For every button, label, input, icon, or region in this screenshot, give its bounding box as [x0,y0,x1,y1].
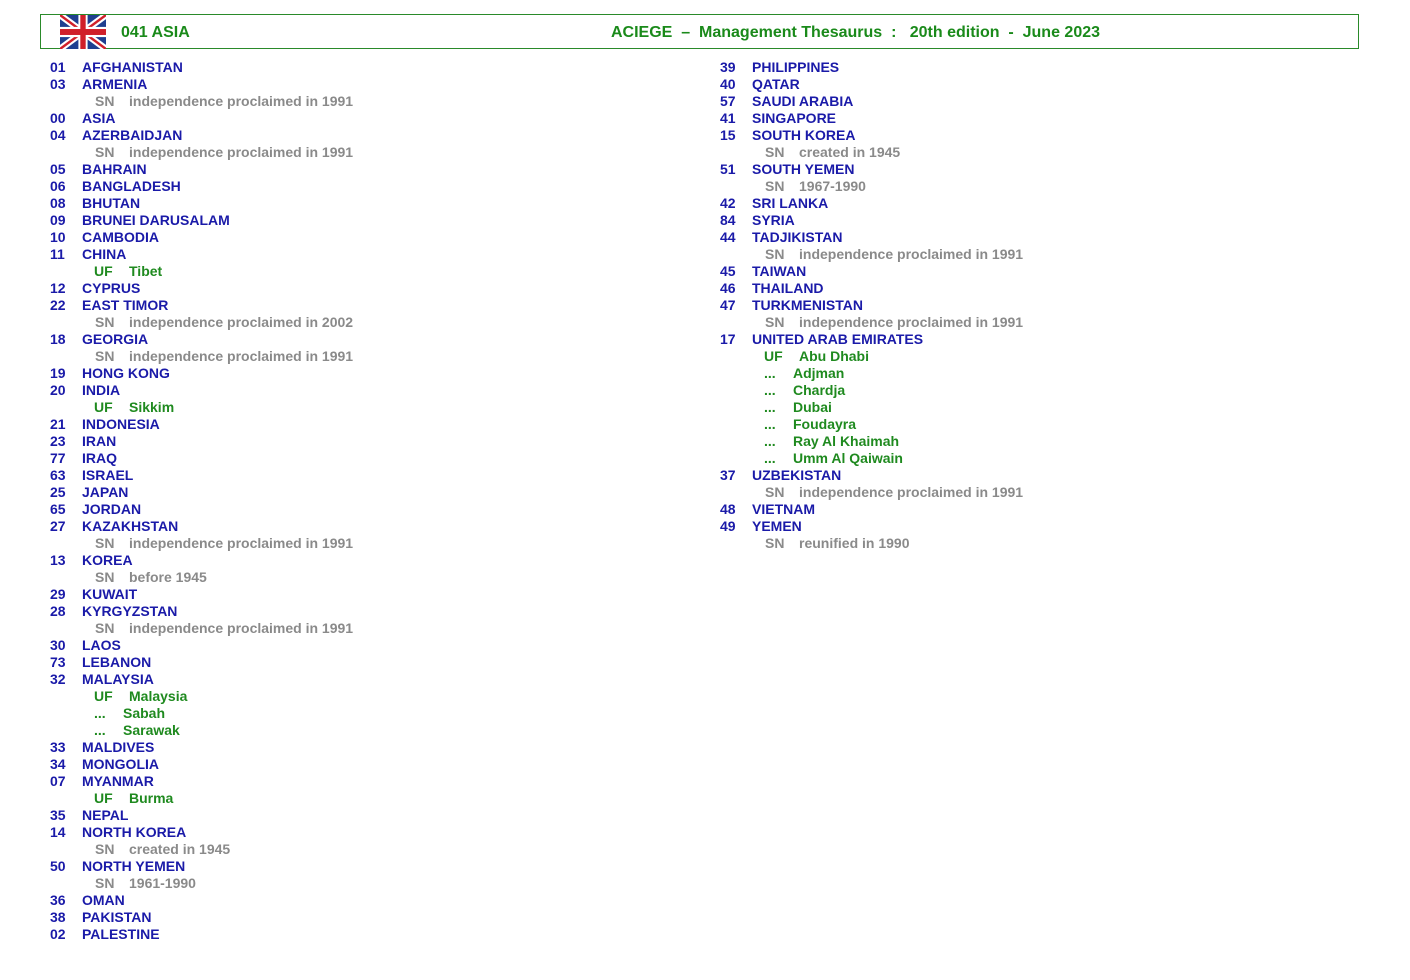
entry-term: PAKISTAN [82,909,152,925]
entry-code: 49 [720,518,736,534]
entry-code: 73 [50,654,66,670]
entry-code: 29 [50,586,66,602]
scope-note-text: reunified in 1990 [799,535,910,551]
used-for-continuation-tag: ... [764,382,776,398]
entry-term: OMAN [82,892,125,908]
used-for-tag: UF [94,790,113,806]
entry-term: VIETNAM [752,501,815,517]
scope-note-text: independence proclaimed in 1991 [799,484,1024,500]
entry-code: 07 [50,773,66,789]
entry-code: 18 [50,331,66,347]
scope-note-tag: SN [765,178,785,194]
entry-term: UZBEKISTAN [752,467,842,483]
entry-term: SINGAPORE [752,110,837,126]
entry-code: 17 [720,331,736,347]
entry-term: NORTH KOREA [82,824,187,840]
used-for-continuation-text: Foudayra [793,416,857,432]
used-for-continuation-tag: ... [764,416,776,432]
entry-term: BHUTAN [82,195,141,211]
used-for-continuation-tag: ... [764,433,776,449]
entry-code: 09 [50,212,66,228]
entry-term: ISRAEL [82,467,134,483]
used-for-continuation-text: Umm Al Qaiwain [793,450,903,466]
entry-term: KYRGYZSTAN [82,603,178,619]
used-for-continuation-tag: ... [764,450,776,466]
entry-code: 22 [50,297,66,313]
entry-term: GEORGIA [82,331,149,347]
entry-code: 30 [50,637,66,653]
entry-term: ASIA [82,110,116,126]
entry-code: 10 [50,229,66,245]
entry-term: LEBANON [82,654,152,670]
entry-code: 03 [50,76,66,92]
scope-note-text: before 1945 [129,569,207,585]
entry-code: 33 [50,739,66,755]
scope-note-text: independence proclaimed in 1991 [799,314,1024,330]
scope-note-tag: SN [765,314,785,330]
entry-code: 48 [720,501,736,517]
used-for-continuation-tag: ... [94,722,106,738]
entry-code: 44 [720,229,736,245]
entry-code: 47 [720,297,736,313]
used-for-continuation-tag: ... [764,365,776,381]
entry-code: 65 [50,501,66,517]
entry-code: 05 [50,161,66,177]
entry-code: 19 [50,365,66,381]
used-for-continuation-text: Dubai [793,399,832,415]
used-for-continuation-text: Chardja [793,382,846,398]
entry-term: MALAYSIA [82,671,154,687]
used-for-tag: UF [94,688,113,704]
entry-code: 02 [50,926,66,942]
entry-code: 27 [50,518,66,534]
entry-term: SYRIA [752,212,795,228]
entry-code: 63 [50,467,66,483]
scope-note-tag: SN [95,535,115,551]
entry-code: 50 [50,858,66,874]
entry-term: SAUDI ARABIA [752,93,854,109]
page-title: ACIEGE – Management Thesaurus : 20th edition - June 2023 [611,24,1101,41]
entry-code: 00 [50,110,66,126]
entry-code: 35 [50,807,66,823]
entry-term: NORTH YEMEN [82,858,186,874]
entry-code: 14 [50,824,66,840]
scope-note-tag: SN [95,841,115,857]
entry-code: 42 [720,195,736,211]
entry-term: MYANMAR [82,773,154,789]
scope-note-tag: SN [765,535,785,551]
entry-code: 01 [50,59,66,75]
scope-note-text: independence proclaimed in 1991 [129,93,354,109]
entry-term: JAPAN [82,484,129,500]
entry-term: CYPRUS [82,280,141,296]
entry-term: ARMENIA [82,76,148,92]
scope-note-text: independence proclaimed in 1991 [129,620,354,636]
entry-term: SRI LANKA [752,195,829,211]
scope-note-tag: SN [765,144,785,160]
used-for-tag: UF [764,348,783,364]
section-code: 041 ASIA [121,24,190,41]
entry-term: SOUTH KOREA [752,127,856,143]
used-for-text: Malaysia [129,688,188,704]
entry-code: 08 [50,195,66,211]
entry-code: 45 [720,263,736,279]
entry-term: IRAQ [82,450,117,466]
entry-code: 39 [720,59,736,75]
scope-note-text: created in 1945 [799,144,901,160]
entry-code: 34 [50,756,66,772]
used-for-continuation-text: Ray Al Khaimah [793,433,900,449]
entry-term: KUWAIT [82,586,138,602]
entry-code: 46 [720,280,736,296]
entry-term: SOUTH YEMEN [752,161,855,177]
entry-code: 84 [720,212,736,228]
used-for-continuation-text: Sarawak [123,722,180,738]
entry-code: 21 [50,416,66,432]
scope-note-tag: SN [95,144,115,160]
scope-note-text: 1967-1990 [799,178,866,194]
scope-note-text: independence proclaimed in 1991 [129,535,354,551]
entry-term: INDIA [82,382,121,398]
entry-term: QATAR [752,76,800,92]
entry-term: CAMBODIA [82,229,159,245]
entry-term: TAIWAN [752,263,807,279]
page-header [40,14,1359,49]
entry-term: NEPAL [82,807,129,823]
entry-term: TADJIKISTAN [752,229,843,245]
scope-note-tag: SN [95,93,115,109]
entry-code: 25 [50,484,66,500]
entry-term: KAZAKHSTAN [82,518,179,534]
entry-code: 51 [720,161,736,177]
uk-flag-icon [60,15,106,49]
scope-note-tag: SN [765,484,785,500]
entry-term: IRAN [82,433,117,449]
entry-code: 11 [50,246,65,262]
entry-code: 77 [50,450,66,466]
entry-code: 06 [50,178,66,194]
used-for-tag: UF [94,263,113,279]
entry-code: 36 [50,892,66,908]
used-for-text: Sikkim [129,399,175,415]
scope-note-tag: SN [765,246,785,262]
scope-note-tag: SN [95,620,115,636]
entry-term: HONG KONG [82,365,170,381]
scope-note-tag: SN [95,875,115,891]
used-for-continuation-text: Adjman [793,365,845,381]
scope-note-tag: SN [95,348,115,364]
entry-code: 20 [50,382,66,398]
entry-code: 32 [50,671,66,687]
entry-term: PHILIPPINES [752,59,840,75]
entry-term: TURKMENISTAN [752,297,863,313]
used-for-continuation-text: Sabah [123,705,166,721]
used-for-text: Abu Dhabi [799,348,869,364]
entry-term: CHINA [82,246,127,262]
scope-note-tag: SN [95,569,115,585]
entry-term: KOREA [82,552,133,568]
used-for-text: Tibet [129,263,163,279]
used-for-continuation-tag: ... [764,399,776,415]
used-for-text: Burma [129,790,174,806]
entry-code: 12 [50,280,66,296]
entry-term: YEMEN [752,518,802,534]
entry-term: PALESTINE [82,926,160,942]
entry-code: 28 [50,603,66,619]
used-for-tag: UF [94,399,113,415]
scope-note-text: created in 1945 [129,841,231,857]
scope-note-text: independence proclaimed in 2002 [129,314,354,330]
entry-code: 13 [50,552,66,568]
entry-code: 40 [720,76,736,92]
scope-note-tag: SN [95,314,115,330]
used-for-continuation-tag: ... [94,705,106,721]
entry-code: 04 [50,127,66,143]
entry-term: MONGOLIA [82,756,159,772]
entry-term: THAILAND [752,280,824,296]
entry-term: BRUNEI DARUSALAM [82,212,230,228]
entry-code: 15 [720,127,736,143]
entry-code: 37 [720,467,736,483]
entry-term: AZERBAIDJAN [82,127,183,143]
entry-code: 38 [50,909,66,925]
entry-code: 41 [720,110,736,126]
entry-term: LAOS [82,637,121,653]
entry-term: EAST TIMOR [82,297,169,313]
scope-note-text: independence proclaimed in 1991 [129,348,354,364]
entry-code: 23 [50,433,66,449]
scope-note-text: independence proclaimed in 1991 [799,246,1024,262]
scope-note-text: independence proclaimed in 1991 [129,144,354,160]
entry-term: MALDIVES [82,739,155,755]
entry-term: UNITED ARAB EMIRATES [752,331,924,347]
scope-note-text: 1961-1990 [129,875,196,891]
entry-term: JORDAN [82,501,142,517]
entry-term: BAHRAIN [82,161,147,177]
entry-term: BANGLADESH [82,178,181,194]
entry-term: INDONESIA [82,416,160,432]
entry-code: 57 [720,93,736,109]
entry-term: AFGHANISTAN [82,59,183,75]
